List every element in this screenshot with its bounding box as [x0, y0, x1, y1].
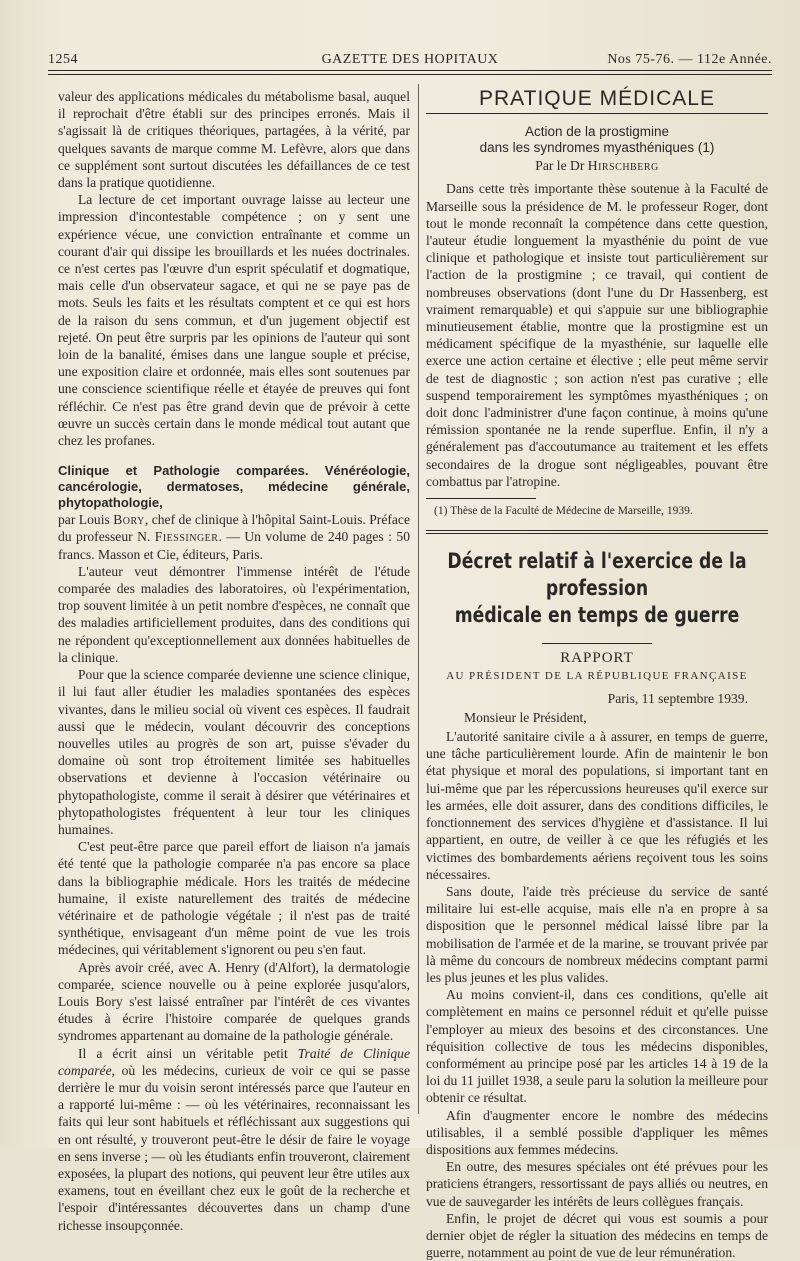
byline-author: Hirschberg [587, 158, 659, 174]
paragraph-text: , où les médecins, curieux de voir ce qui se passe derrière le mur du voisin seront intéressés parce que l'auteur en a rapporté lui-même : — où les vétérinaires, reconnaissant les faits qui leur sont habituels et réfléchissant aux suggestions qui en ont résulté, y trouveront peut-être le désir de faire le voyage en sens inverse ; — où les étudiants enfin trouveront, clairement exposées, la plupart des notions, qui peuvent leur être utiles aux examens, tout en éveillant chez eux le goût de la recherche et l'espoir d'intéressantes découvertes dans un champ d'une richesse insoupçonnée. [58, 1062, 410, 1233]
article-title-line2: dans les syndromes myasthéniques (1) [479, 140, 715, 156]
header-rule-top [48, 70, 772, 71]
book-author-post: , chef de clinique à l'hôpital Saint-Louis. Préface du professeur N. [58, 512, 410, 545]
section-heading: PRATIQUE MÉDICALE [479, 87, 715, 110]
running-header [48, 50, 772, 72]
paragraph: Au moins convient-il, dans ces conditions, qu'elle ait complètement en mains ce personnel réduit et qu'elle puisse l'employer au mieux des besoins et des circonstances. Une réquisition collective de tous les médecins disponibles, conformément au principe posé par les articles 14 à 19 de la loi du 11 juillet 1938, a seule paru la solution la meilleure pour obtenir ce résultat. [426, 987, 768, 1106]
paragraph [58, 1045, 410, 1234]
section-rule [426, 113, 768, 114]
paragraph: En outre, des mesures spéciales ont été prévues pour les praticiens étrangers, ressortissant de pays alliés ou neutres, en vue de sauvegarder les intérêts de leurs collègues français. [426, 1159, 768, 1209]
paragraph: L'autorité sanitaire civile a à assurer, en temps de guerre, une tâche particulièrement lourde. Afin de maintenir le bon état physique et moral des populations, si important tant en lui-même que par les répercussions heureuses qu'il exerce sur les armées, elle doit assurer, dans des conditions difficiles, le fonctionnement des services d'hygiène et d'assistance. Il lui appartient, en outre, de veiller à ce que les réfugiés et les victimes des bombardements aériens reçoivent tous les soins nécessaires. [426, 729, 768, 882]
article-separator [426, 530, 768, 534]
byline [426, 157, 768, 174]
paragraph: C'est peut-être parce que pareil effort de liaison n'a jamais été tenté que la pathologie comparée n'a pas encore sa place dans la bibliographie médicale. Hors les traités de médecine humaine, il existe naturellement des traités de médecine vétérinaire et de pathologie végétale ; il n'est pas de traité synthétique, envisageant d'un même point de vue les trois médecines, qui véritablement s'ignorent ou peu s'en faut. [58, 839, 410, 958]
paragraph: Pour que la science comparée devienne une science clinique, il lui faut aller étudier les maladies spontanées des espèces vivantes, dans le milieu social où vivent ces espèces. Il faudrait aussi que le médecin, voulant découvrir des conceptions nouvelles utiles au progrès de son art, puisse s'évader du domaine où sont trop étroitement limitée ses habituelles observations et devienne à l'occasion vétérinaire ou phytopathologiste, comme il serait à désirer que vétérinaires et phytopathologistes fréquentent à leur tour les cliniques humaines. [58, 667, 410, 837]
byline-prefix: Par le Dr [535, 158, 588, 174]
paragraph: Dans cette très importante thèse soutenue à la Faculté de Marseille sous la présidence de M. le professeur Roger, dont tout le monde reconnaît la compétence dans cette question, l'auteur étudie longuement la myasthénie du point de vue clinique et pathologique et insiste tout particulièrement sur l'action de la prostigmine ; ce travail, qui contient de nombreuses observations (dont l'une du Dr Hassenberg, est vraiment remarquable) et qui s'appuie sur une bibliographie minutieusement établie, montre que la prostigmine est un médicament spécifique de la myasthénie, sur laquelle elle exerce une action certaine et élective ; elle peut même servir de test de diagnostic ; son action n'est pas curative ; elle suspend temporairement les symptômes myasthéniques ; on doit donc l'administrer d'une façon continue, à moins qu'une rémission spontanée ne la rende superflue. Enfin, il n'y a généralement pas d'accoutumance au traitement et les effets secondaires de la drogue sont négligeables, pouvant être combattus par l'atropine. [426, 181, 768, 489]
right-column [426, 88, 768, 1261]
book-author-pre: par Louis [58, 512, 114, 528]
decree-title-line2: médicale en temps de guerre [454, 603, 740, 628]
report-heading: RAPPORT [560, 650, 634, 667]
footnote-rule [426, 498, 536, 499]
paragraph: valeur des applications médicales du métabolisme basal, auquel il reprochait d'être établi sur des principes erronés. Mais il s'agissait là de critiques théoriques, partagées, à la vérité, par quelques savants de marque comme M. Lefèvre, alors que dans ce supplément sont surtout discutées les défaillances de ce test dans la pratique quotidienne. [58, 89, 410, 191]
paragraph-text: Il a écrit ainsi un véritable petit [78, 1045, 298, 1061]
issue-number: Nos 75-76. — 112e Année. [607, 52, 772, 67]
book-title-italic: Traité de Clinique comparée [58, 1045, 410, 1078]
report-addressee: AU PRÉSIDENT DE LA RÉPUBLIQUE FRANÇAISE [446, 670, 748, 683]
dateline: Paris, 11 septembre 1939. [607, 690, 748, 706]
column-divider [418, 84, 419, 1114]
book-title: Clinique et Pathologie comparées. Vénéréologie, cancérologie, dermatoses, médecine générale, phytopathologie, [58, 463, 410, 511]
book-author-name: Bory [113, 512, 145, 528]
paragraph: Après avoir créé, avec A. Henry (d'Alfort), la dermatologie comparée, science nouvelle ou à peine explorée jusqu'alors, Louis Bory s'est laissé entraîner par l'intérêt de ces vivantes études à écrire l'histoire comparée de quelques grands syndromes appartenant au domaine de la pathologie générale. [58, 959, 410, 1044]
journal-title: GAZETTE DES HOPITAUX [321, 52, 499, 67]
paragraph: L'auteur veut démontrer l'immense intérêt de l'étude comparée des maladies des laboratoires, où l'expérimentation, trop souvent limitée à un petit nombre d'espèces, ne connaît que des maladies artificiellement produites, dans des conditions qui ne répondent qu'exceptionnellement aux données habituelles de la clinique. [58, 563, 410, 665]
footnote: (1) Thèse de la Faculté de Médecine de Marseille, 1939. [434, 505, 693, 518]
page-number: 1254 [48, 52, 78, 67]
left-column [58, 88, 410, 1234]
article-title-line1: Action de la prostigmine [524, 124, 670, 140]
book-review-header [58, 463, 410, 563]
paragraph: Sans doute, l'aide très précieuse du service de santé militaire lui est-elle acquise, mais elle n'a en propre à sa disposition que le personnel médical laissé libre par la mobilisation de l'armée et de la marine, se trouvant privée par là même du concours de nombreux médecins comptant parmi les plus jeunes et les plus valides. [426, 883, 768, 985]
preface-author-name: Fiessinger [154, 529, 219, 545]
header-rule-bottom [48, 74, 772, 75]
decree-title-line1: Décret relatif à l'exercice de la profession [447, 549, 747, 601]
salutation: Monsieur le Président, [464, 709, 587, 725]
book-details: . — Un volume de 240 pages : 50 francs. Masson et Cie, éditeurs, Paris. [58, 529, 410, 562]
paragraph: Enfin, le projet de décret qui vous est soumis a pour dernier objet de régler la situation des médecins en temps de guerre, notamment au point de vue de leur rémunération. [426, 1210, 768, 1261]
paragraph: La lecture de cet important ouvrage laisse au lecteur une impression d'incontestable compétence ; on y sent une expérience vécue, une conviction entraînante et comme un courant d'air qui dissipe les brouillards et les nuées doctrinales. ce n'est certes pas l'œuvre d'un esprit spéculatif et dogmatique, mais celle d'un observateur sagace, et qui ne se paye pas de mots. Seuls les faits et les résultats comptent et ce qui est hors de la raison du sens commun, et d'un jugement objectif est rejeté. On peut être surpris par les opinions de l'auteur qui sont loin de la banalité, émises dans une langue souple et précise, une exposition claire et ordonnée, mais elles sont soutenues par une conscience scientifique réelle et étayée de preuves qui font réfléchir. Ce n'est pas être grand devin que de prévoir à cette œuvre un succès certain dans le monde médical tout autant que chez les profanes. [58, 192, 410, 449]
decree-rule [542, 643, 652, 644]
paragraph: Afin d'augmenter encore le nombre des médecins utilisables, il a semblé possible d'appliquer les mêmes dispositions aux femmes médecins. [426, 1107, 768, 1157]
